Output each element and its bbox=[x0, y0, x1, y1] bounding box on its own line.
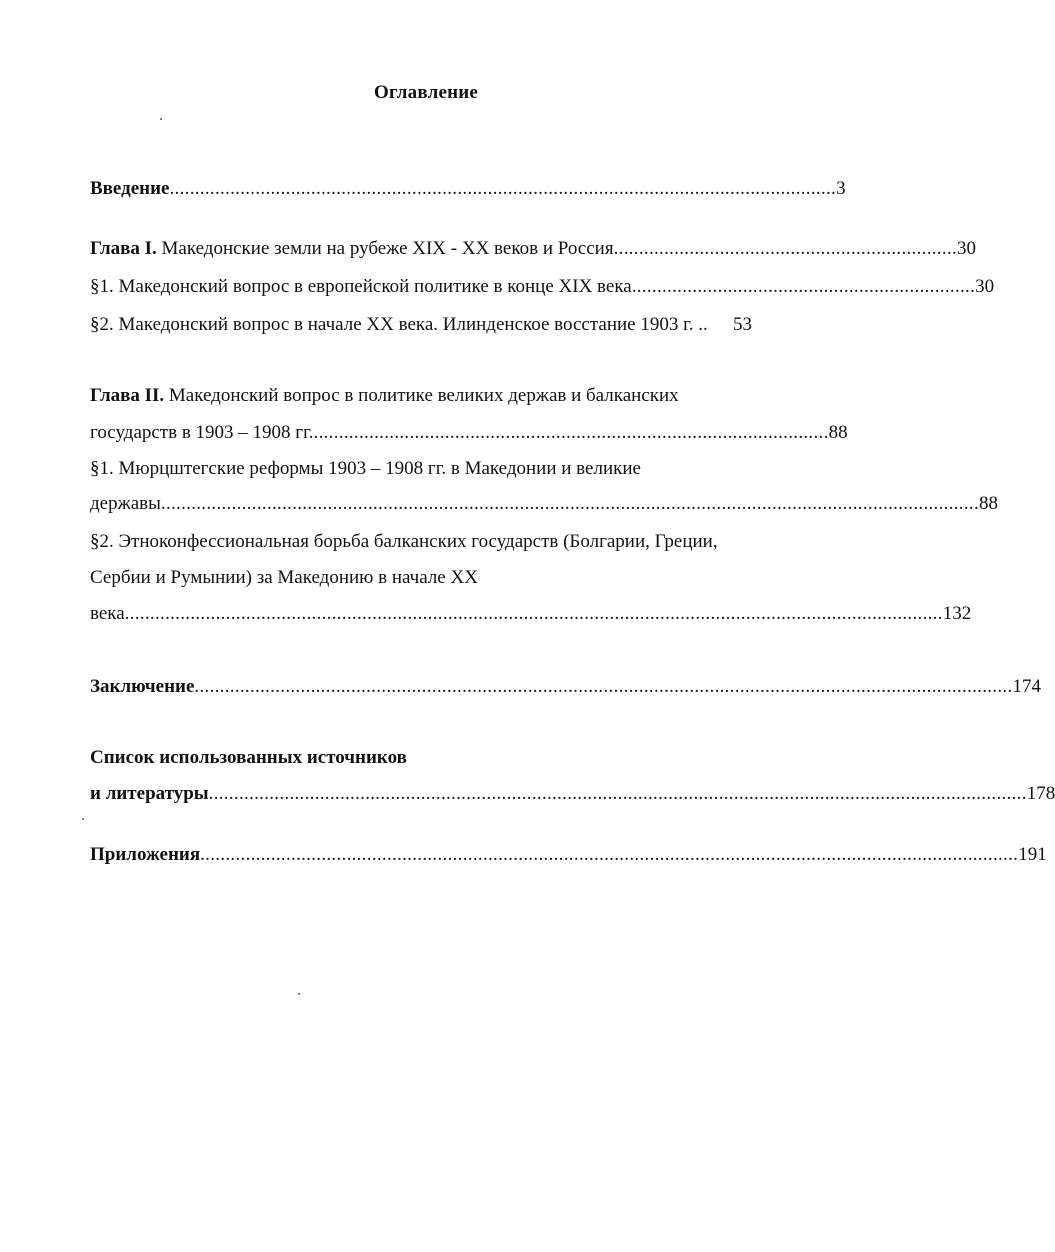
toc-entry-appendix bbox=[90, 843, 1047, 867]
dot-leader bbox=[708, 313, 733, 337]
dot-leader: .................................................................................................................................................................. bbox=[208, 783, 1027, 804]
toc-entry-chapter-2-cont bbox=[90, 421, 848, 445]
scan-speck bbox=[298, 993, 300, 995]
toc-entry-ch1-section-1 bbox=[90, 275, 995, 299]
toc-chapter-1-page: 30 bbox=[957, 238, 976, 259]
toc-chapter-2-page: 88 bbox=[828, 422, 848, 443]
dot-leader: .................................................................................................................................... bbox=[169, 178, 837, 199]
toc-ch2-s2-line1: §2. Этноконфессиональная борьба балканских государств (Болгарии, Греции, bbox=[90, 531, 718, 552]
dot-leader: .................................................................................................................................................................. bbox=[194, 676, 1013, 697]
toc-ch2-s2-line2: Сербии и Румынии) за Македонию в начале XX bbox=[90, 567, 478, 588]
toc-chapter-2-head: Глава II. bbox=[90, 385, 165, 406]
scan-speck bbox=[160, 118, 162, 120]
toc-appendix-page: 191 bbox=[1018, 844, 1047, 865]
toc-entry-ch2-section-1 bbox=[90, 492, 999, 516]
dot-leader: .................................................................................................................................................................. bbox=[124, 603, 943, 624]
toc-chapter-2-title: Македонский вопрос в политике великих держав и балканских bbox=[164, 385, 679, 406]
toc-ch2-s1-cont: державы bbox=[90, 493, 161, 514]
toc-entry-ch1-section-2 bbox=[90, 313, 752, 337]
toc-entry-conclusion bbox=[90, 675, 1042, 699]
toc-chapter-1-text bbox=[90, 237, 614, 261]
toc-conclusion-page: 174 bbox=[1012, 676, 1042, 697]
toc-chapter-1-title: Македонские земли на рубеже XIX - XX веков и Россия bbox=[156, 238, 614, 259]
toc-ch1-s2-text: §2. Македонский вопрос в начале XX века. Илинденское восстание 1903 г. .. bbox=[90, 314, 708, 335]
toc-ch1-s2-page: 53 bbox=[733, 314, 752, 335]
toc-ch2-s1-page: 88 bbox=[979, 493, 999, 514]
toc-entry-ch2-section-2 bbox=[90, 602, 972, 626]
toc-ch2-s2-page: 132 bbox=[942, 603, 972, 624]
toc-intro-label: Введение bbox=[90, 178, 170, 199]
toc-chapter-1-head: Глава I. bbox=[90, 238, 157, 259]
dot-leader: ...................................................................................................... bbox=[313, 422, 829, 443]
toc-ch1-s1-page: 30 bbox=[975, 276, 995, 297]
toc-entry-chapter-1 bbox=[90, 237, 976, 261]
toc-conclusion-label: Заключение bbox=[90, 676, 195, 697]
toc-intro-page: 3 bbox=[836, 178, 846, 199]
toc-chapter-2-cont: государств в 1903 – 1908 гг. bbox=[90, 422, 314, 443]
scan-speck bbox=[82, 818, 84, 820]
dot-leader: .................................................................................................................................................................. bbox=[200, 844, 1019, 865]
page-title: Оглавление bbox=[373, 82, 479, 103]
dot-leader: .................................................................... bbox=[613, 238, 957, 259]
toc-entry-chapter-2 bbox=[90, 384, 679, 408]
toc-sources-line2: и литературы bbox=[90, 783, 209, 804]
toc-entry-intro bbox=[90, 177, 846, 201]
dot-leader: .................................................................... bbox=[631, 276, 976, 297]
toc-ch1-s1-text: §1. Македонский вопрос в европейской политике в конце XIX века bbox=[90, 276, 632, 297]
toc-ch2-s2-cont: века bbox=[90, 603, 125, 624]
toc-ch2-s1-line1: §1. Мюрцштегские реформы 1903 – 1908 гг. в Македонии и великие bbox=[90, 458, 641, 479]
toc-entry-sources bbox=[90, 782, 1055, 806]
toc-sources-line1: Список использованных источников bbox=[90, 747, 407, 768]
toc-appendix-label: Приложения bbox=[90, 844, 201, 865]
toc-sources-page: 178 bbox=[1026, 783, 1055, 804]
dot-leader: .................................................................................................................................................................. bbox=[160, 493, 980, 514]
